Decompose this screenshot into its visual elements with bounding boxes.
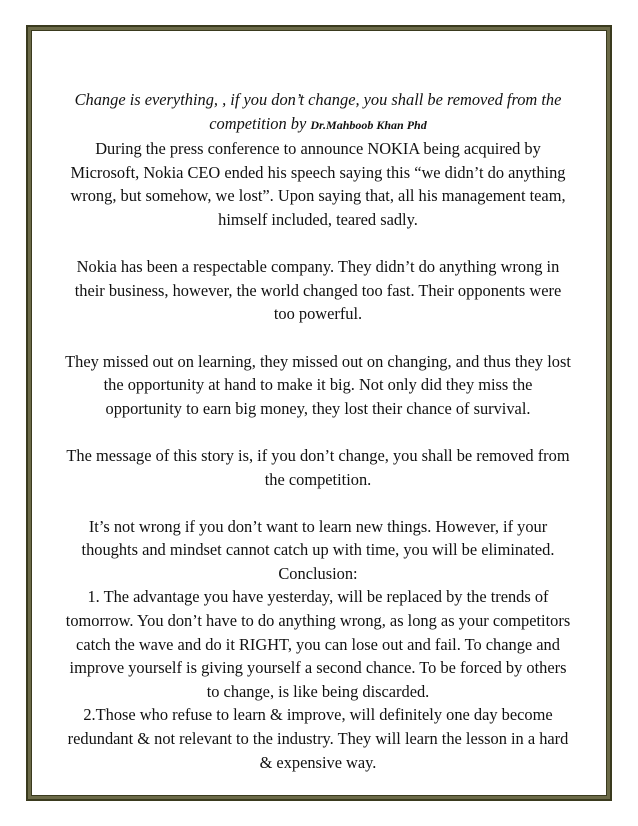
paragraph-press-conference: During the press conference to announce NOKIA being acquired by Microsoft, Nokia CEO ended his speech saying this “we didn’t do anything wrong, but somehow, we lost”. Upon saying that, all his management team, himself included, teared sadly.: [70, 139, 566, 229]
paragraph-not-wrong: It’s not wrong if you don’t want to learn new things. However, if your thoughts and mindset cannot catch up with time, you will be eliminated.: [81, 516, 555, 560]
conclusion-point-1: 1. The advantage you have yesterday, will be replaced by the trends of tomorrow. You don’t have to do anything wrong, as long as your competitors catch the wave and do it RIGHT, you can lose out and fail. To change and improve yourself is giving yourself a second chance. To be forced by others to change, is like being discarded.: [65, 587, 571, 701]
document-body: [64, 88, 572, 774]
paragraph-missed-out: They missed out on learning, they missed out on changing, and thus they lost the opportunity at hand to make it big. Not only did they miss the opportunity to earn big money, they lost their chance of survival.: [65, 351, 571, 418]
conclusion-point-2: 2.Those who refuse to learn & improve, will definitely one day become redundant & not relevant to the industry. They will learn the lesson in a hard & expensive way.: [67, 705, 569, 772]
paragraph-spacer: [64, 420, 572, 444]
conclusion-heading: Conclusion:: [278, 563, 358, 583]
paragraph-spacer: [64, 491, 572, 515]
author-byline: Dr.Mahboob Khan Phd: [310, 117, 427, 132]
paragraph-spacer: [64, 326, 572, 350]
paragraph-spacer: [64, 232, 572, 256]
paragraph-message: The message of this story is, if you don’t change, you shall be removed from the competition.: [66, 445, 570, 489]
document-title: [64, 88, 572, 137]
title-text: Change is everything, , if you don’t change, you shall be removed from the competition by: [74, 90, 562, 133]
paragraph-respectable-company: Nokia has been a respectable company. They didn’t do anything wrong in their business, however, the world changed too fast. Their opponents were too powerful.: [74, 257, 562, 324]
